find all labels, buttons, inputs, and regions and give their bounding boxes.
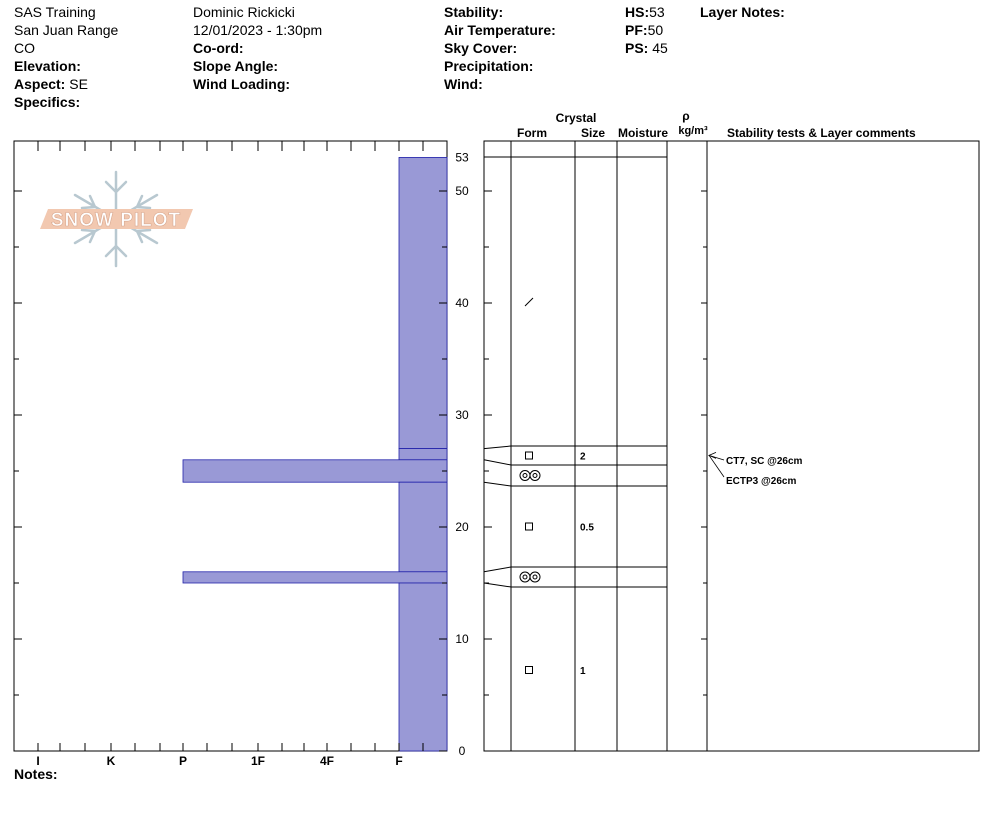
- wind-label: Wind:: [444, 76, 483, 92]
- aspect-label: Aspect:: [14, 76, 66, 92]
- size-header: Size: [580, 126, 606, 140]
- form-header: Form: [517, 126, 547, 140]
- elevation-label: Elevation:: [14, 58, 81, 74]
- aspect-value: SE: [69, 76, 88, 92]
- square-form-icon: [526, 523, 533, 530]
- rho-header: ρ: [682, 109, 690, 123]
- double-circle-form-icon: [520, 471, 540, 481]
- range: San Juan Range: [14, 22, 119, 38]
- circle: [533, 575, 537, 579]
- layer-connector: [484, 460, 511, 465]
- logo-text: SNOW PILOT: [50, 210, 182, 231]
- pf-value: 50: [647, 22, 664, 38]
- precip-label: Precipitation:: [444, 58, 534, 74]
- snowpilot-logo: [40, 172, 193, 266]
- circle: [530, 572, 540, 582]
- coord-label: Co-ord:: [193, 40, 244, 56]
- layer-connector: [484, 482, 511, 486]
- slash-form-icon: [525, 298, 533, 306]
- hardness-axis-label: K: [106, 754, 116, 768]
- notes-label: Notes:: [14, 766, 58, 782]
- layer-connector: [484, 583, 511, 587]
- crystal-header: Crystal: [555, 111, 597, 125]
- depth-axis-label: 53: [455, 150, 469, 165]
- comments-header: Stability tests & Layer comments: [727, 126, 916, 140]
- hardness-bar: [183, 572, 447, 583]
- hardness-axis-label: I: [36, 754, 40, 768]
- pf-label: PF:: [625, 22, 648, 38]
- depth-axis-label: 10: [455, 632, 469, 646]
- column-headers: [517, 109, 916, 140]
- organization: SAS Training: [14, 4, 96, 20]
- circle: [523, 474, 527, 478]
- depth-axis-label: 40: [455, 296, 469, 310]
- stability-test-label: ECTP3 @26cm: [726, 476, 797, 487]
- sky-cover-label: Sky Cover:: [444, 40, 518, 56]
- hardness-bar: [399, 583, 447, 751]
- crystal-size-label: 1: [580, 666, 586, 677]
- hardness-panel: [14, 141, 447, 768]
- crystal-size-label: 2: [580, 451, 586, 463]
- hardness-bar: [183, 460, 447, 482]
- hardness-axis-label: 1F: [250, 754, 266, 768]
- hardness-frame: [14, 141, 447, 751]
- state: CO: [14, 40, 35, 56]
- air-temp-label: Air Temperature:: [444, 22, 556, 38]
- stability-label: Stability:: [444, 4, 504, 20]
- hardness-axis-label: F: [395, 754, 403, 768]
- stability-test-label: CT7, SC @26cm: [726, 456, 803, 467]
- hardness-bar: [399, 449, 447, 460]
- wind-loading-label: Wind Loading:: [193, 76, 291, 92]
- depth-axis-label: 30: [455, 408, 469, 422]
- specifics-label: Specifics:: [14, 94, 81, 110]
- observer: Dominic Rickicki: [193, 4, 295, 20]
- depth-axis-label: 20: [455, 520, 469, 534]
- density-unit-header: kg/m³: [678, 125, 708, 137]
- square-form-icon: [526, 667, 533, 674]
- ps-label: PS:: [625, 40, 649, 56]
- layer-notes-label: Layer Notes:: [700, 4, 785, 20]
- test-leader-line: [709, 455, 724, 477]
- layer-connector: [484, 567, 511, 572]
- square-form-icon: [526, 452, 533, 459]
- layer-table: [484, 141, 979, 751]
- layer-connector: [484, 446, 511, 449]
- crystal-size-label: 0.5: [580, 522, 594, 534]
- hs-label: HS:: [625, 4, 650, 20]
- depth-axis-label: 50: [455, 184, 469, 198]
- hardness-axis-label: 4F: [319, 754, 335, 768]
- depth-axis-label: 0: [458, 744, 466, 758]
- circle: [533, 474, 537, 478]
- circle: [523, 575, 527, 579]
- hardness-axis-label: P: [178, 754, 188, 768]
- ps-value: 45: [652, 40, 668, 56]
- slope-label: Slope Angle:: [193, 58, 279, 74]
- circle: [520, 471, 530, 481]
- circle: [530, 471, 540, 481]
- double-circle-form-icon: [520, 572, 540, 582]
- hs-value: 53: [649, 4, 665, 20]
- datetime: 12/01/2023 - 1:30pm: [193, 22, 323, 38]
- circle: [520, 572, 530, 582]
- moisture-header: Moisture: [617, 126, 669, 140]
